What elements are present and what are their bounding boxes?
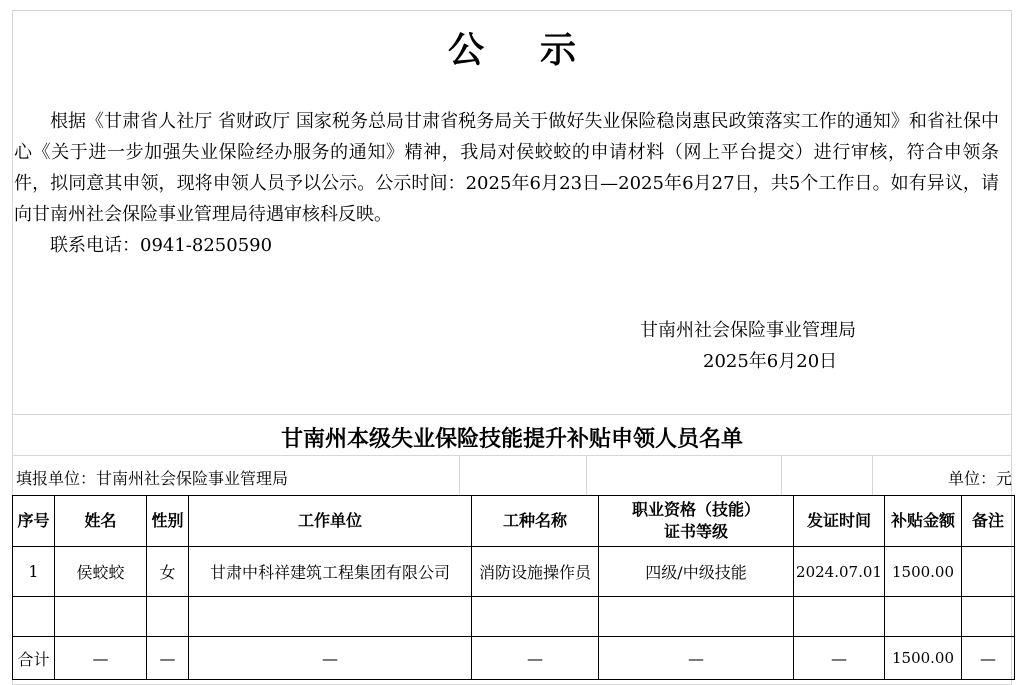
issue-date: 2025年6月20日 xyxy=(703,351,838,372)
filling-unit: 填报单位：甘南州社会保险事业管理局 xyxy=(16,469,289,488)
header-cert-line1: 职业资格（技能） xyxy=(631,500,760,519)
cell-empty xyxy=(472,597,599,637)
notice-paragraph: 根据《甘肃省人社厅 省财政厅 国家税务总局甘肃省税务局关于做好失业保险稳岗惠民政策落实工作的通知》和省社保中心《关于进一步加强失业保险经办服务的通知》精神，我局对侯蛟蛟的申请材料（网上平台提交）进行审核，符合申领条件，拟同意其申领，现将申领人员予以公示。公示时间：2025年6月23日—2025年6月27日，共5个工作日。如有异议，请向甘南州社会保险事业管理局待遇审核科反映。 xyxy=(14,111,999,225)
gridline xyxy=(12,455,1012,456)
contact-phone: 联系电话：0941-8250590 xyxy=(50,235,273,256)
total-cert: — xyxy=(599,637,794,680)
cell-amount: 1500.00 xyxy=(885,547,962,597)
header-cert xyxy=(599,496,794,547)
cell-issue-date: 2024.07.01 xyxy=(794,547,885,597)
gridline xyxy=(586,455,587,495)
gridline xyxy=(872,455,873,495)
cell-remark xyxy=(962,547,1015,597)
total-label: 合计 xyxy=(13,637,55,680)
total-issue-date: — xyxy=(794,637,885,680)
list-title: 甘南州本级失业保险技能提升补贴申领人员名单 xyxy=(280,426,743,452)
cell-name: 侯蛟蛟 xyxy=(55,547,147,597)
gridline xyxy=(781,455,782,495)
total-employer: — xyxy=(189,637,472,680)
cell-employer: 甘肃中科祥建筑工程集团有限公司 xyxy=(189,547,472,597)
header-cert-line2: 证书等级 xyxy=(663,522,728,541)
cell-empty xyxy=(885,597,962,637)
total-name: — xyxy=(55,637,147,680)
header-remark: 备注 xyxy=(962,496,1015,547)
header-issue-date: 发证时间 xyxy=(794,496,885,547)
cell-no: 1 xyxy=(13,547,55,597)
cell-empty xyxy=(13,597,55,637)
cell-empty xyxy=(147,597,189,637)
cell-cert: 四级/中级技能 xyxy=(599,547,794,597)
total-remark: — xyxy=(962,637,1015,680)
cell-empty xyxy=(55,597,147,637)
notice-title: 公示 xyxy=(447,29,632,71)
total-amount: 1500.00 xyxy=(885,637,962,680)
issuing-authority: 甘南州社会保险事业管理局 xyxy=(640,320,856,341)
notice-body xyxy=(14,106,999,261)
gridline xyxy=(12,414,1012,415)
table-header-row xyxy=(13,496,1015,547)
cell-empty xyxy=(962,597,1015,637)
cell-empty xyxy=(794,597,885,637)
cell-empty xyxy=(189,597,472,637)
header-no: 序号 xyxy=(13,496,55,547)
table-row xyxy=(13,547,1015,597)
currency-unit: 单位：元 xyxy=(947,469,1012,488)
table-total-row xyxy=(13,637,1015,680)
total-gender: — xyxy=(147,637,189,680)
cell-empty xyxy=(599,597,794,637)
header-amount: 补贴金额 xyxy=(885,496,962,547)
header-name: 姓名 xyxy=(55,496,147,547)
gridline xyxy=(459,455,460,495)
total-job: — xyxy=(472,637,599,680)
cell-job: 消防设施操作员 xyxy=(472,547,599,597)
cell-gender: 女 xyxy=(147,547,189,597)
header-job: 工种名称 xyxy=(472,496,599,547)
applicant-table xyxy=(12,495,1015,680)
header-employer: 工作单位 xyxy=(189,496,472,547)
table-row-empty xyxy=(13,597,1015,637)
header-gender: 性别 xyxy=(147,496,189,547)
